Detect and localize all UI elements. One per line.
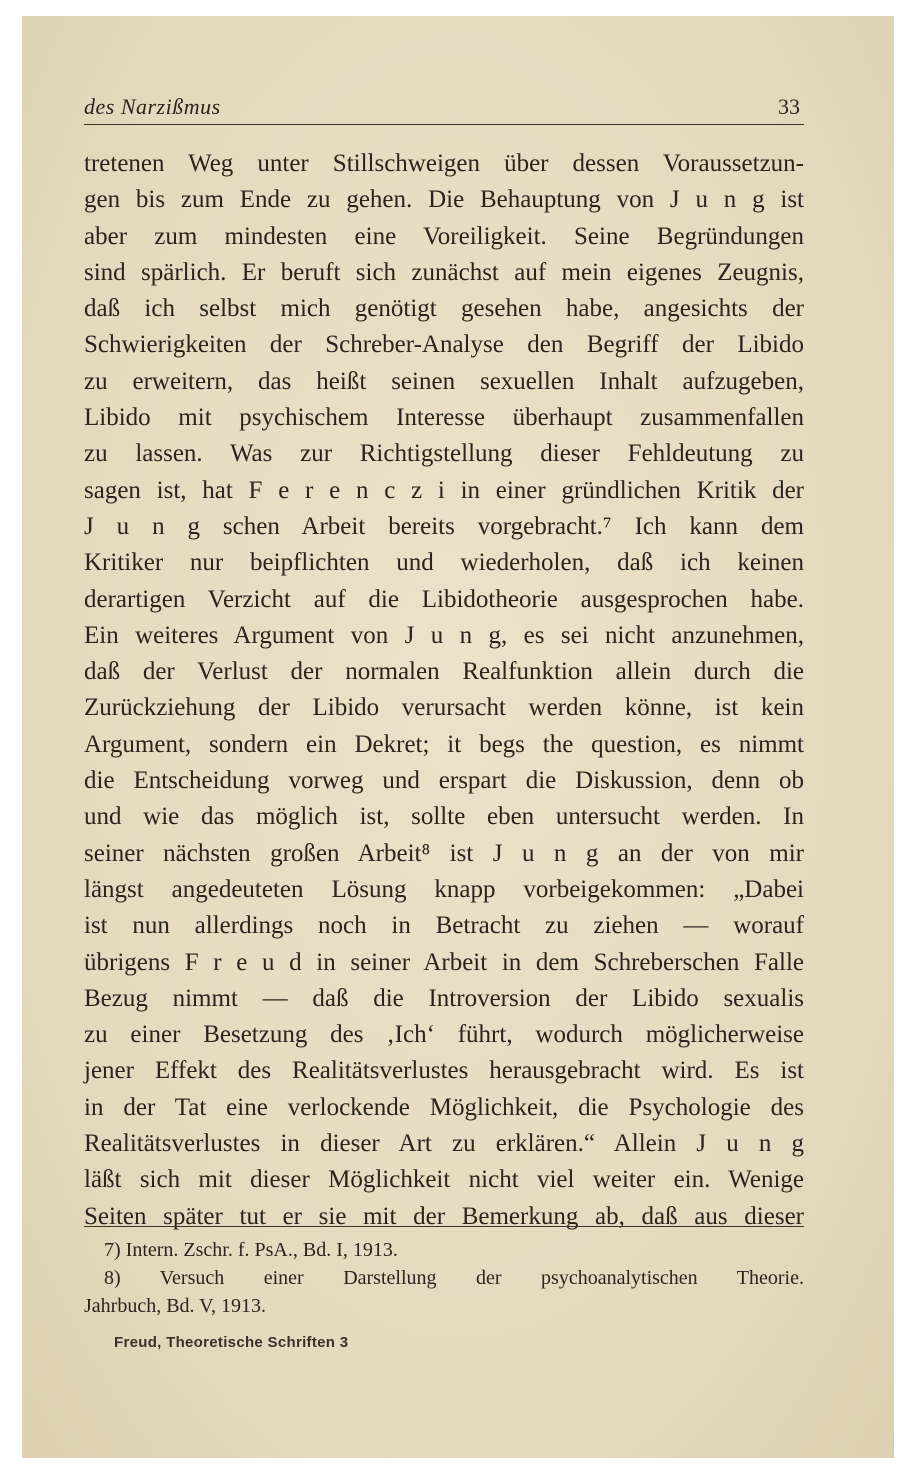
printer-signature: Freud, Theoretische Schriften 3 — [114, 1334, 349, 1351]
text-line: zu einer Besetzung des ‚Ich‘ führt, wodurch möglicherweise — [84, 1021, 804, 1049]
text-line: J u n g schen Arbeit bereits vorgebracht.⁷ Ich kann dem — [84, 512, 804, 540]
footnote-8: 8) Versuch einer Darstellung der psychoanalytischen Theorie. — [104, 1267, 804, 1289]
text-line: Kritiker nur beipflichten und wiederholen, daß ich keinen — [84, 549, 804, 577]
text-line: Realitätsverlustes in dieser Art zu erklären.“ Allein J u n g — [84, 1130, 804, 1158]
book-page — [22, 16, 894, 1458]
text-line: Zurückziehung der Libido verursacht werden könne, ist kein — [84, 694, 804, 722]
text-line: Argument, sondern ein Dekret; it begs the question, es nimmt — [84, 730, 804, 758]
text-line: läßt sich mit dieser Möglichkeit nicht viel weiter ein. Wenige — [84, 1166, 804, 1194]
text-line: Seiten später tut er sie mit der Bemerkung ab, daß aus dieser — [84, 1202, 804, 1230]
body-text — [84, 146, 804, 1235]
page-number: 33 — [778, 94, 800, 119]
text-line: Bezug nimmt — daß die Introversion der Libido sexualis — [84, 984, 804, 1012]
footnotes — [84, 1236, 804, 1320]
footnote-divider — [84, 1226, 804, 1227]
text-line: gen bis zum Ende zu gehen. Die Behauptung von J u n g ist — [84, 186, 804, 214]
text-line: sagen ist, hat F e r e n c z i in einer gründlichen Kritik der — [84, 476, 804, 504]
text-line: zu lassen. Was zur Richtigstellung dieser Fehldeutung zu — [84, 440, 804, 468]
text-line: daß der Verlust der normalen Realfunktion allein durch die — [84, 658, 804, 686]
text-line: Schwierigkeiten der Schreber-Analyse den Begriff der Libido — [84, 331, 804, 359]
text-line: Libido mit psychischem Interesse überhaupt zusammenfallen — [84, 404, 804, 432]
text-line: übrigens F r e u d in seiner Arbeit in dem Schreberschen Falle — [84, 948, 804, 976]
text-line: derartigen Verzicht auf die Libidotheorie ausgesprochen habe. — [84, 585, 804, 613]
text-line: in der Tat eine verlockende Möglichkeit, die Psychologie des — [84, 1093, 804, 1121]
text-line: ist nun allerdings noch in Betracht zu ziehen — worauf — [84, 912, 804, 940]
text-line: aber zum mindesten eine Voreiligkeit. Seine Begründungen — [84, 222, 804, 250]
text-line: längst angedeuteten Lösung knapp vorbeigekommen: „Dabei — [84, 875, 804, 903]
text-line: sind spärlich. Er beruft sich zunächst auf mein eigenes Zeugnis, — [84, 258, 804, 286]
footnote-7: 7) Intern. Zschr. f. PsA., Bd. I, 1913. — [104, 1239, 398, 1261]
text-line: die Entscheidung vorweg und erspart die Diskussion, denn ob — [84, 767, 804, 795]
text-line: jener Effekt des Realitätsverlustes herausgebracht wird. Es ist — [84, 1057, 804, 1085]
text-line: Ein weiteres Argument von J u n g, es sei nicht anzunehmen, — [84, 621, 804, 649]
text-line: seiner nächsten großen Arbeit⁸ ist J u n g an der von mir — [84, 839, 804, 867]
footnote-8-continued: Jahrbuch, Bd. V, 1913. — [84, 1295, 267, 1317]
text-line: und wie das möglich ist, sollte eben untersucht werden. In — [84, 803, 804, 831]
running-head: des Narzißmus — [84, 94, 221, 119]
text-line: tretenen Weg unter Stillschweigen über dessen Voraussetzun- — [84, 150, 804, 177]
page-header — [84, 94, 804, 125]
text-line: zu erweitern, das heißt seinen sexuellen Inhalt aufzugeben, — [84, 367, 804, 395]
text-line: daß ich selbst mich genötigt gesehen habe, angesichts der — [84, 295, 804, 323]
